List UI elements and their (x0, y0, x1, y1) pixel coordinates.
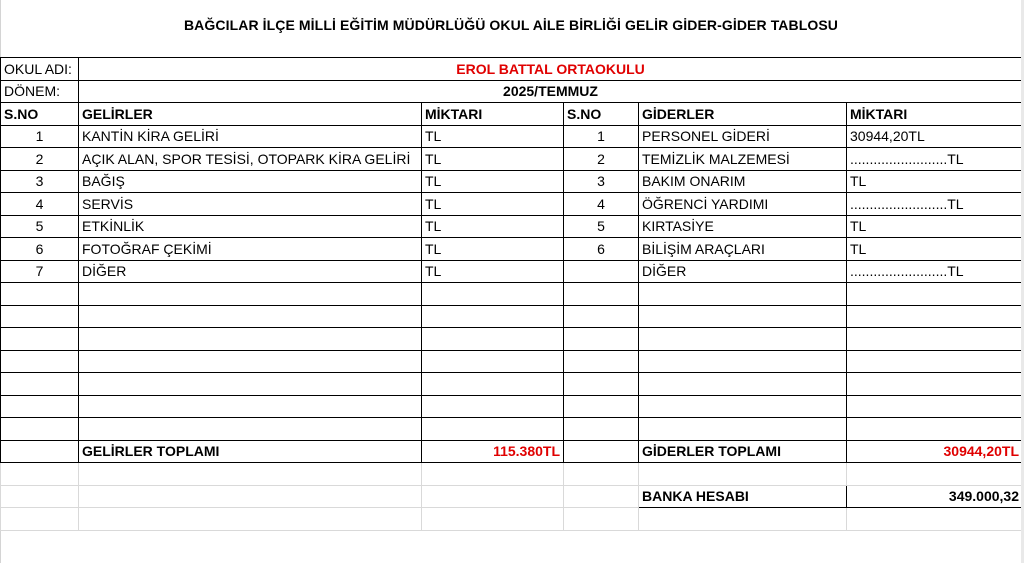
empty-cell[interactable] (1, 305, 79, 328)
bank-row (1, 485, 1023, 508)
row-number[interactable]: 1 (1, 125, 79, 148)
income-item[interactable]: SERVİS (79, 193, 422, 216)
empty-cell[interactable] (1, 395, 79, 418)
header-sno[interactable]: S.NO (1, 103, 79, 126)
expense-item[interactable]: PERSONEL GİDERİ (639, 125, 847, 148)
header-income[interactable]: GELİRLER (79, 103, 422, 126)
empty-cell[interactable] (422, 305, 564, 328)
table-row (1, 260, 1023, 283)
budget-table (0, 57, 1023, 531)
expense-number[interactable]: 1 (564, 125, 639, 148)
empty-cell[interactable] (79, 508, 422, 531)
table-row (1, 215, 1023, 238)
empty-cell[interactable] (564, 283, 639, 306)
table-row (1, 238, 1023, 261)
empty-cell[interactable] (639, 463, 847, 486)
row-number[interactable]: 2 (1, 148, 79, 171)
empty-cell[interactable] (564, 440, 639, 463)
income-item[interactable]: DİĞER (79, 260, 422, 283)
school-label[interactable]: OKUL ADI: (1, 58, 79, 81)
expense-item[interactable]: KIRTASİYE (639, 215, 847, 238)
empty-cell[interactable] (79, 485, 422, 508)
empty-row (1, 350, 1023, 373)
spacer-row (1, 508, 1023, 531)
empty-cell[interactable] (847, 283, 1023, 306)
empty-cell[interactable] (847, 418, 1023, 441)
totals-row (1, 440, 1023, 463)
empty-cell[interactable] (1, 328, 79, 351)
expense-amount[interactable]: .........................TL (847, 193, 1023, 216)
empty-cell[interactable] (422, 283, 564, 306)
period-value[interactable]: 2025/TEMMUZ (79, 80, 1023, 103)
empty-cell[interactable] (422, 485, 564, 508)
income-item[interactable]: BAĞIŞ (79, 170, 422, 193)
table-row (1, 125, 1023, 148)
income-item[interactable]: KANTİN KİRA GELİRİ (79, 125, 422, 148)
empty-row (1, 305, 1023, 328)
income-amount[interactable]: TL (422, 238, 564, 261)
empty-cell[interactable] (79, 395, 422, 418)
empty-cell[interactable] (564, 418, 639, 441)
period-label[interactable]: DÖNEM: (1, 80, 79, 103)
empty-cell[interactable] (847, 328, 1023, 351)
bank-label[interactable]: BANKA HESABI (639, 485, 847, 508)
expense-number[interactable]: 2 (564, 148, 639, 171)
empty-cell[interactable] (847, 508, 1023, 531)
empty-cell[interactable] (422, 373, 564, 396)
empty-cell[interactable] (422, 463, 564, 486)
income-amount[interactable]: TL (422, 170, 564, 193)
empty-cell[interactable] (1, 373, 79, 396)
income-item[interactable]: AÇIK ALAN, SPOR TESİSİ, OTOPARK KİRA GELİRİ (79, 148, 422, 171)
empty-cell[interactable] (847, 463, 1023, 486)
empty-cell[interactable] (79, 350, 422, 373)
empty-cell[interactable] (639, 395, 847, 418)
expense-amount[interactable]: 30944,20TL (847, 125, 1023, 148)
expense-amount[interactable]: .........................TL (847, 260, 1023, 283)
empty-cell[interactable] (79, 305, 422, 328)
sheet-title: BAĞCILAR İLÇE MİLLİ EĞİTİM MÜDÜRLÜĞÜ OKUL AİLE BİRLİĞİ GELİR GİDER-GİDER TABLOSU (183, 17, 839, 33)
expense-amount[interactable]: TL (847, 238, 1023, 261)
income-total-value[interactable]: 115.380TL (422, 440, 564, 463)
header-expense[interactable]: GİDERLER (639, 103, 847, 126)
bank-value[interactable]: 349.000,32 (847, 485, 1023, 508)
income-amount[interactable]: TL (422, 125, 564, 148)
empty-cell[interactable] (1, 463, 79, 486)
school-name[interactable]: EROL BATTAL ORTAOKULU (79, 58, 1023, 81)
empty-cell[interactable] (639, 350, 847, 373)
period-row (1, 80, 1023, 103)
empty-cell[interactable] (1, 283, 79, 306)
empty-cell[interactable] (847, 350, 1023, 373)
expense-number[interactable]: 5 (564, 215, 639, 238)
income-amount[interactable]: TL (422, 148, 564, 171)
expense-total-value[interactable]: 30944,20TL (847, 440, 1023, 463)
expense-number[interactable]: 4 (564, 193, 639, 216)
expense-item[interactable]: ÖĞRENCİ YARDIMI (639, 193, 847, 216)
row-number[interactable]: 6 (1, 238, 79, 261)
empty-cell[interactable] (639, 283, 847, 306)
empty-cell[interactable] (564, 328, 639, 351)
expense-number[interactable]: 3 (564, 170, 639, 193)
empty-cell[interactable] (564, 373, 639, 396)
empty-cell[interactable] (564, 395, 639, 418)
empty-cell[interactable] (422, 508, 564, 531)
empty-cell[interactable] (847, 395, 1023, 418)
empty-cell[interactable] (1, 440, 79, 463)
table-row (1, 170, 1023, 193)
table-row (1, 193, 1023, 216)
empty-cell[interactable] (1, 508, 79, 531)
empty-row (1, 418, 1023, 441)
empty-row (1, 328, 1023, 351)
empty-cell[interactable] (1, 350, 79, 373)
empty-cell[interactable] (639, 328, 847, 351)
expense-item[interactable]: BİLİŞİM ARAÇLARI (639, 238, 847, 261)
empty-cell[interactable] (847, 305, 1023, 328)
empty-cell[interactable] (1, 485, 79, 508)
income-amount[interactable]: TL (422, 260, 564, 283)
header-expense-amount[interactable]: MİKTARI (847, 103, 1023, 126)
empty-cell[interactable] (639, 373, 847, 396)
empty-cell[interactable] (1, 418, 79, 441)
expense-item[interactable]: TEMİZLİK MALZEMESİ (639, 148, 847, 171)
expense-item[interactable]: BAKIM ONARIM (639, 170, 847, 193)
empty-row (1, 373, 1023, 396)
empty-cell[interactable] (79, 373, 422, 396)
income-item[interactable]: FOTOĞRAF ÇEKİMİ (79, 238, 422, 261)
empty-cell[interactable] (564, 485, 639, 508)
row-number[interactable]: 3 (1, 170, 79, 193)
row-number[interactable]: 4 (1, 193, 79, 216)
empty-cell[interactable] (79, 418, 422, 441)
header-sno-2[interactable]: S.NO (564, 103, 639, 126)
expense-number[interactable]: 6 (564, 238, 639, 261)
empty-cell[interactable] (422, 328, 564, 351)
income-item[interactable]: ETKİNLİK (79, 215, 422, 238)
empty-cell[interactable] (79, 328, 422, 351)
empty-cell[interactable] (422, 350, 564, 373)
expense-total-label[interactable]: GİDERLER TOPLAMI (639, 440, 847, 463)
empty-cell[interactable] (847, 373, 1023, 396)
spacer-row (1, 463, 1023, 486)
empty-cell[interactable] (422, 418, 564, 441)
empty-cell[interactable] (79, 283, 422, 306)
header-income-amount[interactable]: MİKTARI (422, 103, 564, 126)
expense-amount[interactable]: TL (847, 215, 1023, 238)
empty-cell[interactable] (564, 508, 639, 531)
empty-cell[interactable] (639, 418, 847, 441)
empty-cell[interactable] (564, 350, 639, 373)
empty-row (1, 283, 1023, 306)
empty-row (1, 395, 1023, 418)
expense-number[interactable] (564, 260, 639, 283)
title-cell[interactable] (0, 0, 1022, 57)
school-row (1, 58, 1023, 81)
header-row (1, 103, 1023, 126)
income-amount[interactable]: TL (422, 193, 564, 216)
income-total-label[interactable]: GELİRLER TOPLAMI (79, 440, 422, 463)
empty-cell[interactable] (639, 508, 847, 531)
expense-item[interactable]: DİĞER (639, 260, 847, 283)
income-amount[interactable]: TL (422, 215, 564, 238)
row-number[interactable]: 5 (1, 215, 79, 238)
empty-cell[interactable] (79, 463, 422, 486)
empty-cell[interactable] (564, 463, 639, 486)
row-number[interactable]: 7 (1, 260, 79, 283)
empty-cell[interactable] (564, 305, 639, 328)
table-row (1, 148, 1023, 171)
expense-amount[interactable]: .........................TL (847, 148, 1023, 171)
empty-cell[interactable] (639, 305, 847, 328)
expense-amount[interactable]: TL (847, 170, 1023, 193)
empty-cell[interactable] (422, 395, 564, 418)
